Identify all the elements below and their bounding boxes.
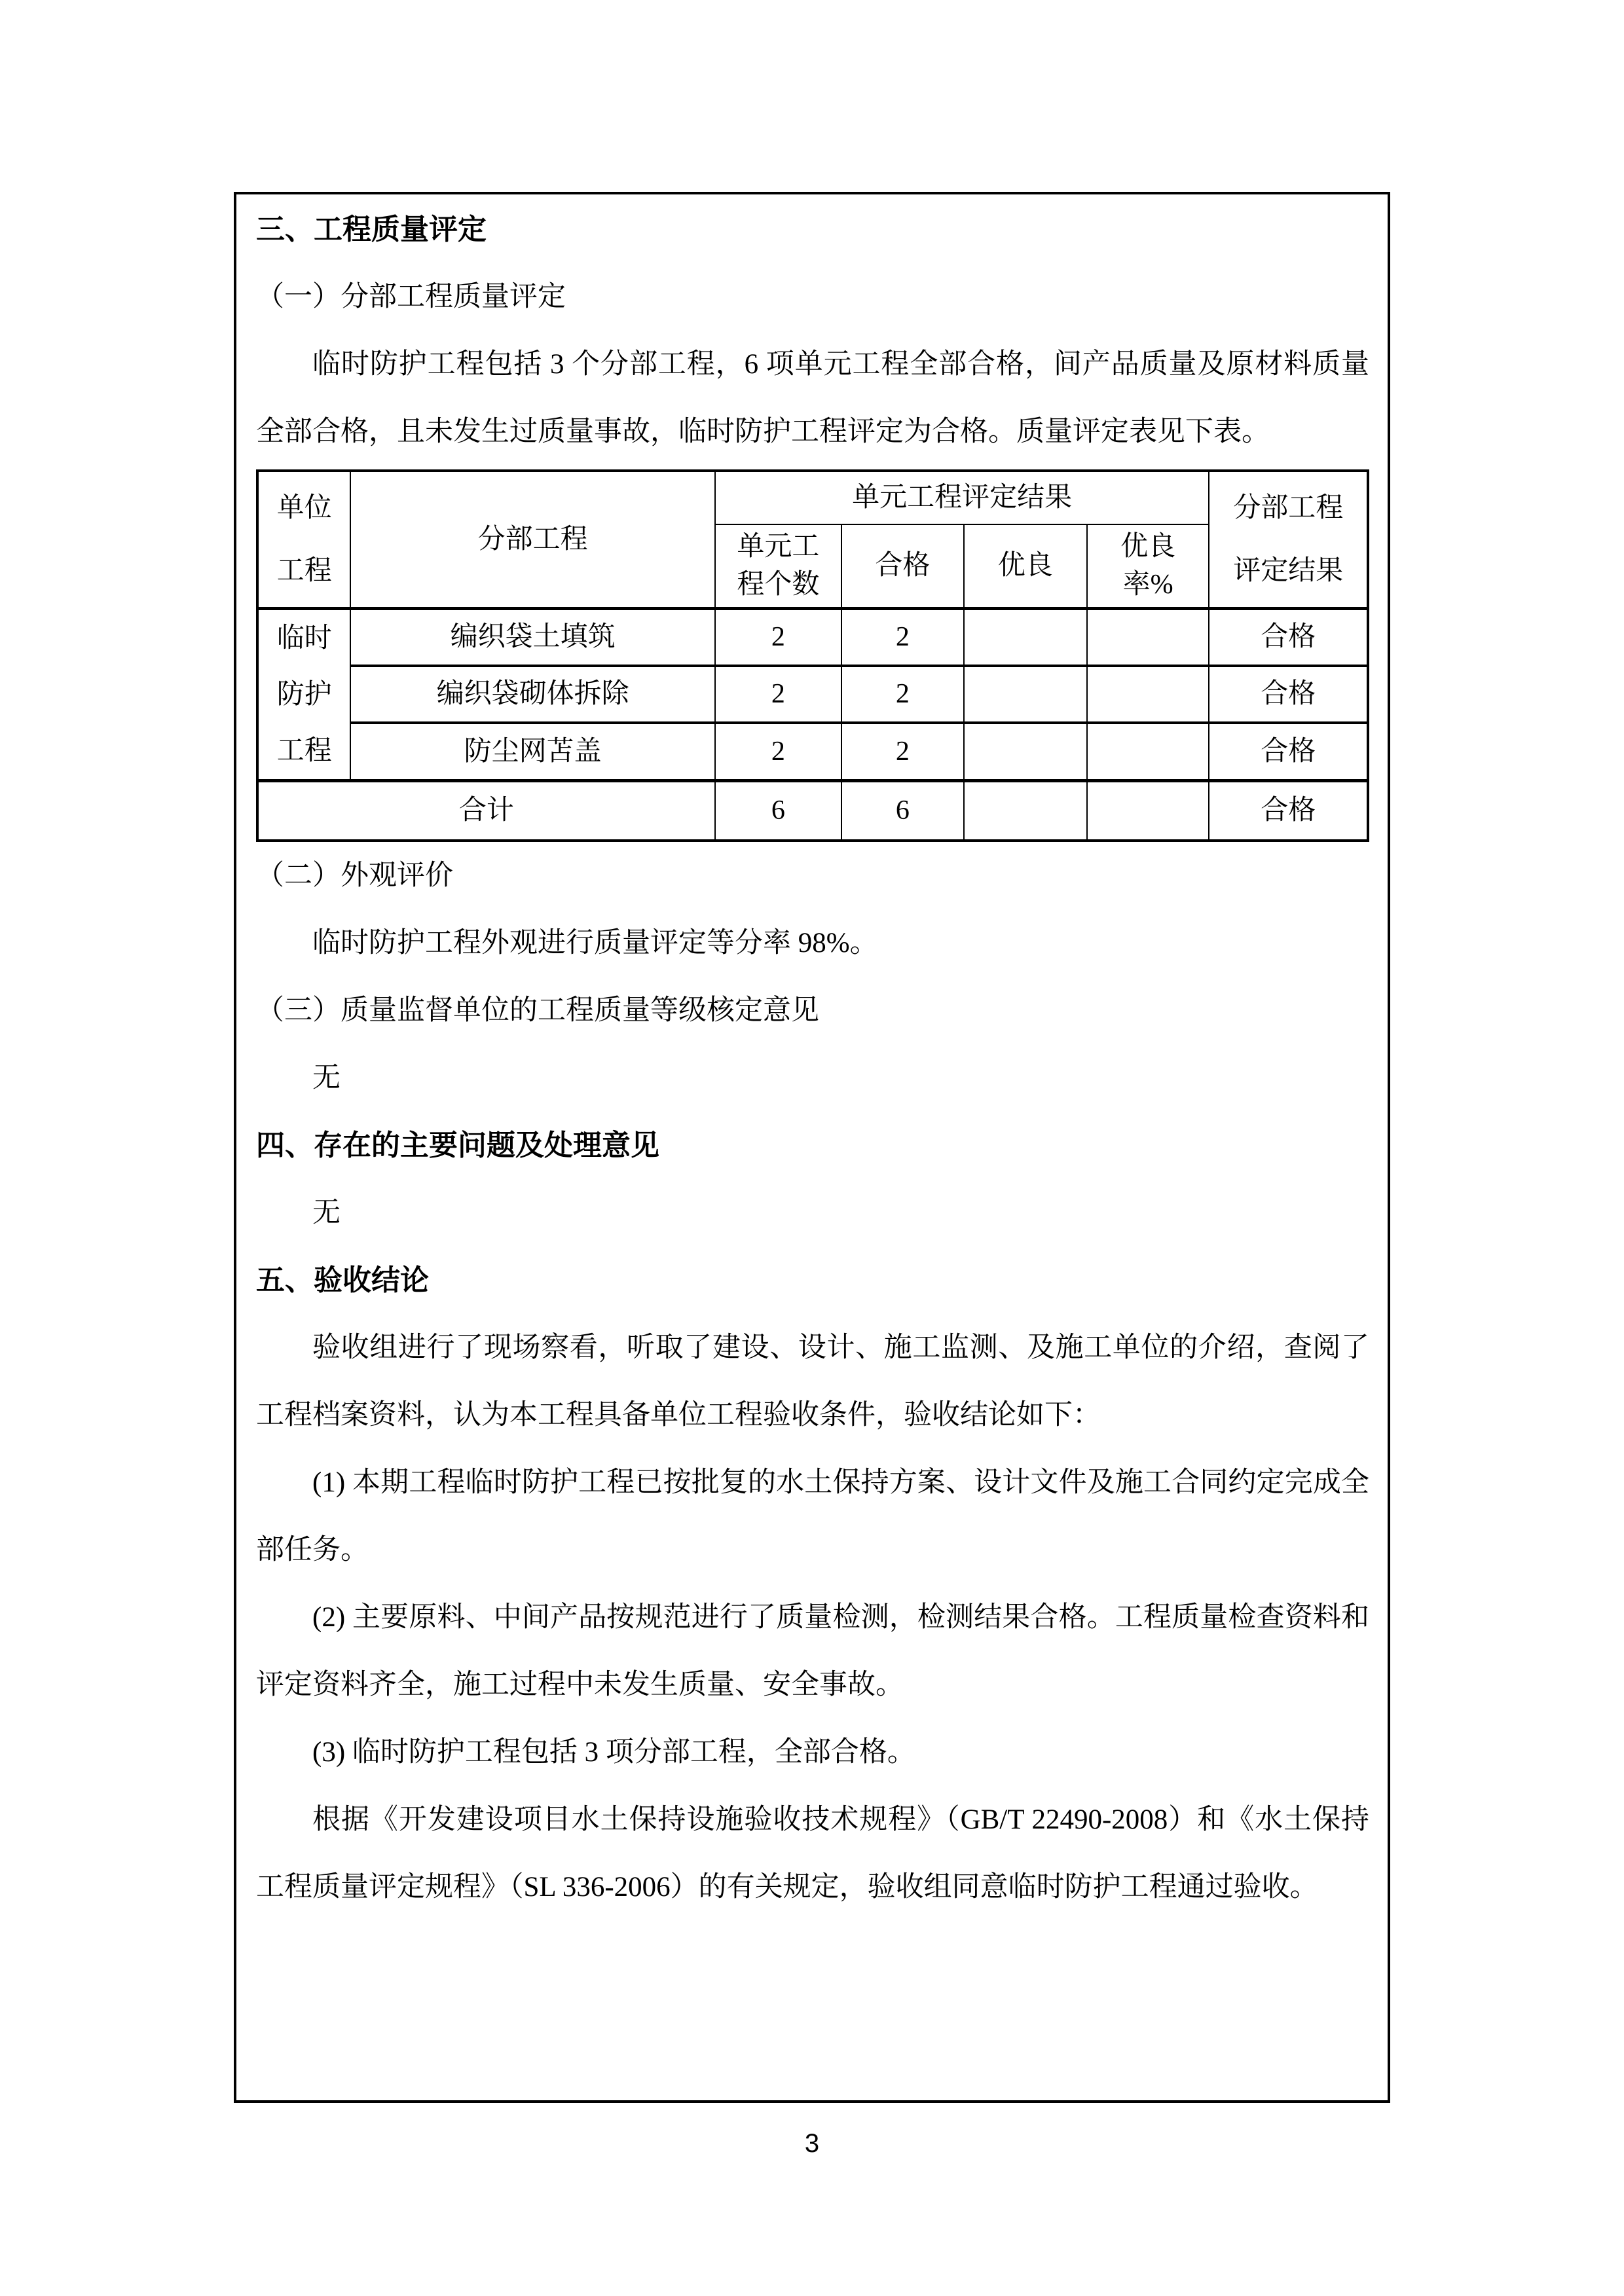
cell-total-qualified: 6 — [841, 780, 964, 841]
cell-unit-count: 2 — [715, 666, 841, 723]
cell-total-result: 合格 — [1209, 780, 1368, 841]
table-row — [257, 666, 1368, 723]
section-5-item-3: (3) 临时防护工程包括 3 项分部工程，全部合格。 — [312, 1737, 915, 1768]
cell-excellent — [964, 608, 1087, 666]
section-5-paragraph-1: 验收组进行了现场察看，听取了建设、设计、施工监测、及施工单位的介绍，查阅了工程档案资料，认为本工程具备单位工程验收条件，验收结论如下： — [256, 1332, 1369, 1430]
heading-section-3-quality-evaluation: 三、工程质量评定 — [256, 213, 487, 246]
header-unit-project — [257, 471, 350, 608]
cell-unit-project-line2: 防护 — [276, 679, 332, 710]
header-division-result — [1209, 471, 1368, 608]
table-total-row — [257, 780, 1368, 841]
cell-unit-count: 2 — [715, 608, 841, 666]
subsection-2-title: （二）外观评价 — [256, 860, 453, 891]
cell-excellent-rate — [1087, 608, 1209, 666]
header-division: 分部工程 — [350, 471, 714, 608]
header-excellent: 优良 — [964, 524, 1087, 608]
header-division-result-line1: 分部工程 — [1233, 492, 1344, 523]
cell-result: 合格 — [1209, 666, 1368, 723]
cell-division: 编织袋土填筑 — [350, 608, 714, 666]
cell-unit-project-name — [257, 608, 350, 780]
cell-excellent-rate — [1087, 666, 1209, 723]
header-unit-count-line2: 程个数 — [737, 570, 820, 600]
cell-excellent — [964, 723, 1087, 780]
cell-total-excellent-rate — [1087, 780, 1209, 841]
cell-total-unit-count: 6 — [715, 780, 841, 841]
cell-division: 防尘网苫盖 — [350, 723, 714, 780]
header-unit-count — [715, 524, 841, 608]
cell-excellent — [964, 666, 1087, 723]
header-unit-result-group: 单元工程评定结果 — [715, 471, 1209, 524]
header-excellent-rate-line1: 优良 — [1120, 532, 1176, 562]
table-row — [257, 608, 1368, 666]
cell-total-excellent — [964, 780, 1087, 841]
division-quality-evaluation-table — [256, 469, 1369, 842]
cell-qualified: 2 — [841, 608, 964, 666]
content-border-box — [234, 192, 1390, 2103]
section-5-item-1: (1) 本期工程临时防护工程已按批复的水土保持方案、设计文件及施工合同约定完成全部任务。 — [256, 1467, 1369, 1565]
subsection-1-paragraph: 临时防护工程包括 3 个分部工程，6 项单元工程全部合格，间产品质量及原材料质量全部合格，且未发生过质量事故，临时防护工程评定为合格。质量评定表见下表。 — [256, 349, 1369, 447]
header-excellent-rate — [1087, 524, 1209, 608]
header-division-result-line2: 评定结果 — [1233, 555, 1344, 586]
cell-qualified: 2 — [841, 666, 964, 723]
cell-qualified: 2 — [841, 723, 964, 780]
header-unit-count-line1: 单元工 — [737, 532, 820, 562]
header-qualified: 合格 — [841, 524, 964, 608]
cell-unit-count: 2 — [715, 723, 841, 780]
subsection-2-paragraph: 临时防护工程外观进行质量评定等分率 98%。 — [312, 928, 878, 958]
table-header-row-group — [257, 471, 1368, 524]
header-unit-project-line2: 工程 — [276, 555, 332, 586]
section-4-paragraph: 无 — [312, 1197, 341, 1228]
header-unit-project-line1: 单位 — [276, 492, 332, 523]
subsection-3-paragraph: 无 — [312, 1063, 341, 1093]
cell-division: 编织袋砌体拆除 — [350, 666, 714, 723]
header-excellent-rate-line2: 率% — [1122, 570, 1173, 600]
cell-excellent-rate — [1087, 723, 1209, 780]
cell-result: 合格 — [1209, 608, 1368, 666]
subsection-3-title: （三）质量监督单位的工程质量等级核定意见 — [256, 995, 819, 1026]
cell-result: 合格 — [1209, 723, 1368, 780]
subsection-1-title: （一）分部工程质量评定 — [256, 282, 566, 312]
page-number: 3 — [804, 2129, 820, 2158]
cell-unit-project-line1: 临时 — [276, 623, 332, 653]
section-5-item-2: (2) 主要原料、中间产品按规范进行了质量检测，检测结果合格。工程质量检查资料和评定资料齐全，施工过程中未发生质量、安全事故。 — [256, 1602, 1369, 1700]
cell-total-label: 合计 — [257, 780, 715, 841]
table-row — [257, 723, 1368, 780]
section-5-paragraph-2: 根据《开发建设项目水土保持设施验收技术规程》（GB/T 22490-2008）和《水土保持工程质量评定规程》（SL 336-2006）的有关规定，验收组同意临时防护工程通过验收。 — [256, 1804, 1369, 1903]
heading-section-5-acceptance-conclusion: 五、验收结论 — [256, 1264, 429, 1296]
cell-unit-project-line3: 工程 — [276, 735, 332, 766]
heading-section-4-problems: 四、存在的主要问题及处理意见 — [256, 1129, 659, 1161]
